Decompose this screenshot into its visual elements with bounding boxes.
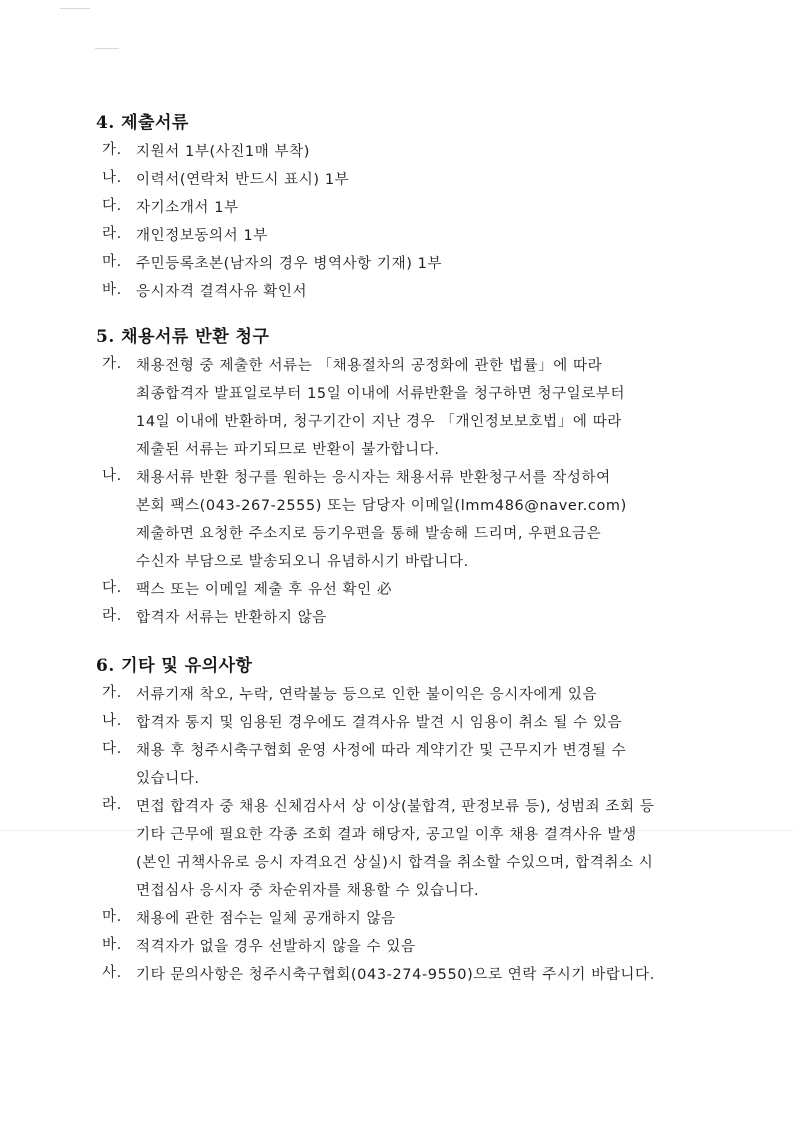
list-item [96, 709, 736, 737]
list-item [96, 793, 736, 905]
text-line: 채용에 관한 점수는 일체 공개하지 않음 [136, 911, 396, 927]
list-item [96, 961, 736, 989]
list-item [96, 576, 736, 604]
text-line: 제출하면 요청한 주소지로 등기우편을 통해 발송해 드리며, 우편요금은 [136, 526, 602, 542]
list-item-text [136, 166, 736, 194]
text-line: 자기소개서 1부 [136, 200, 239, 216]
list-item-marker: 바. [102, 282, 122, 298]
list-item-text [136, 709, 736, 737]
text-line: 합격자 통지 및 임용된 경우에도 결격사유 발견 시 임용이 취소 될 수 있음 [136, 715, 623, 731]
text-line: (본인 귀책사유로 응시 자격요건 상실)시 합격을 취소할 수있으며, 합격취소 시 [136, 855, 654, 871]
section-title: 5. 채용서류 반환 청구 [96, 327, 270, 347]
section-other-notes [96, 651, 736, 989]
list-item-marker: 사. [102, 965, 122, 981]
list-item [96, 194, 736, 222]
list-item-text [136, 222, 736, 250]
list-item [96, 138, 736, 166]
text-line: 기타 문의사항은 청주시축구협회(043-274-9550)으로 연락 주시기 바랍니다. [136, 967, 655, 983]
text-line: 개인정보동의서 1부 [136, 228, 268, 244]
text-line: 최종합격자 발표일로부터 15일 이내에 서류반환을 청구하면 청구일로부터 [136, 386, 626, 402]
text-line: 14일 이내에 반환하며, 청구기간이 지난 경우 「개인정보보호법」에 따라 [136, 414, 622, 430]
text-line: 채용 후 청주시축구협회 운영 사정에 따라 계약기간 및 근무지가 변경될 수 [136, 743, 627, 759]
list-item-marker: 나. [102, 713, 122, 729]
list-item-marker: 나. [102, 468, 122, 484]
list-item-text [136, 604, 736, 632]
list-item [96, 352, 736, 464]
list-item-text [136, 352, 736, 464]
text-line: 면접심사 응시자 중 차순위자를 채용할 수 있습니다. [136, 883, 480, 899]
text-line: 응시자격 결격사유 확인서 [136, 284, 308, 300]
list-item-text [136, 681, 736, 709]
text-line: 지원서 1부(사진1매 부착) [136, 144, 311, 160]
text-line: 기타 근무에 필요한 각종 조회 결과 해당자, 공고일 이후 채용 결격사유 발생 [136, 827, 637, 843]
list-item-marker: 라. [102, 608, 122, 624]
text-line: 있습니다. [136, 771, 200, 787]
list-item [96, 905, 736, 933]
list-item-text [136, 250, 736, 278]
list-item-text [136, 933, 736, 961]
list-item [96, 681, 736, 709]
list-item-marker: 라. [102, 226, 122, 242]
list-item [96, 222, 736, 250]
list-item-marker: 나. [102, 170, 122, 186]
list-item [96, 166, 736, 194]
list-item-marker: 라. [102, 797, 122, 813]
section-title: 6. 기타 및 유의사항 [96, 656, 253, 676]
list-item-marker: 다. [102, 198, 122, 214]
text-line: 팩스 또는 이메일 제출 후 유선 확인 必 [136, 582, 393, 598]
section-submission-documents [96, 108, 736, 306]
list-item-text [136, 138, 736, 166]
scan-speck [95, 48, 119, 49]
list-item-marker: 마. [102, 909, 122, 925]
list-item [96, 278, 736, 306]
list-item [96, 464, 736, 576]
section-title: 4. 제출서류 [96, 113, 189, 133]
list-item [96, 250, 736, 278]
list-item-text [136, 194, 736, 222]
text-line: 서류기재 착오, 누락, 연락불능 등으로 인한 불이익은 응시자에게 있음 [136, 687, 598, 703]
list-item-text [136, 905, 736, 933]
list-item-marker: 가. [102, 142, 122, 158]
text-line: 제출된 서류는 파기되므로 반환이 불가합니다. [136, 442, 440, 458]
text-line: 적격자가 없을 경우 선발하지 않을 수 있음 [136, 939, 416, 955]
list-item [96, 737, 736, 793]
list-item-text [136, 576, 736, 604]
list-item-marker: 다. [102, 580, 122, 596]
list-item [96, 604, 736, 632]
text-line: 주민등록초본(남자의 경우 병역사항 기재) 1부 [136, 256, 443, 272]
list-item-text [136, 737, 736, 793]
text-line: 수신자 부담으로 발송되오니 유념하시기 바랍니다. [136, 554, 469, 570]
list-item [96, 933, 736, 961]
list-item-marker: 마. [102, 254, 122, 270]
list-item-text [136, 464, 736, 576]
list-item-marker: 가. [102, 356, 122, 372]
text-line: 이력서(연락처 반드시 표시) 1부 [136, 172, 350, 188]
section-document-return-request [96, 322, 736, 632]
text-line: 합격자 서류는 반환하지 않음 [136, 610, 327, 626]
list-item-text [136, 793, 736, 905]
scan-speck [60, 8, 90, 9]
text-line: 본회 팩스(043-267-2555) 또는 담당자 이메일(lmm486@naver.com) [136, 498, 627, 514]
list-item-marker: 가. [102, 685, 122, 701]
text-line: 채용전형 중 제출한 서류는 「채용절차의 공정화에 관한 법률」에 따라 [136, 358, 603, 374]
text-line: 면접 합격자 중 채용 신체검사서 상 이상(불합격, 판정보류 등), 성범죄 조회 등 [136, 799, 655, 815]
list-item-text [136, 961, 736, 989]
text-line: 채용서류 반환 청구를 원하는 응시자는 채용서류 반환청구서를 작성하여 [136, 470, 611, 486]
list-item-text [136, 278, 736, 306]
list-item-marker: 다. [102, 741, 122, 757]
list-item-marker: 바. [102, 937, 122, 953]
